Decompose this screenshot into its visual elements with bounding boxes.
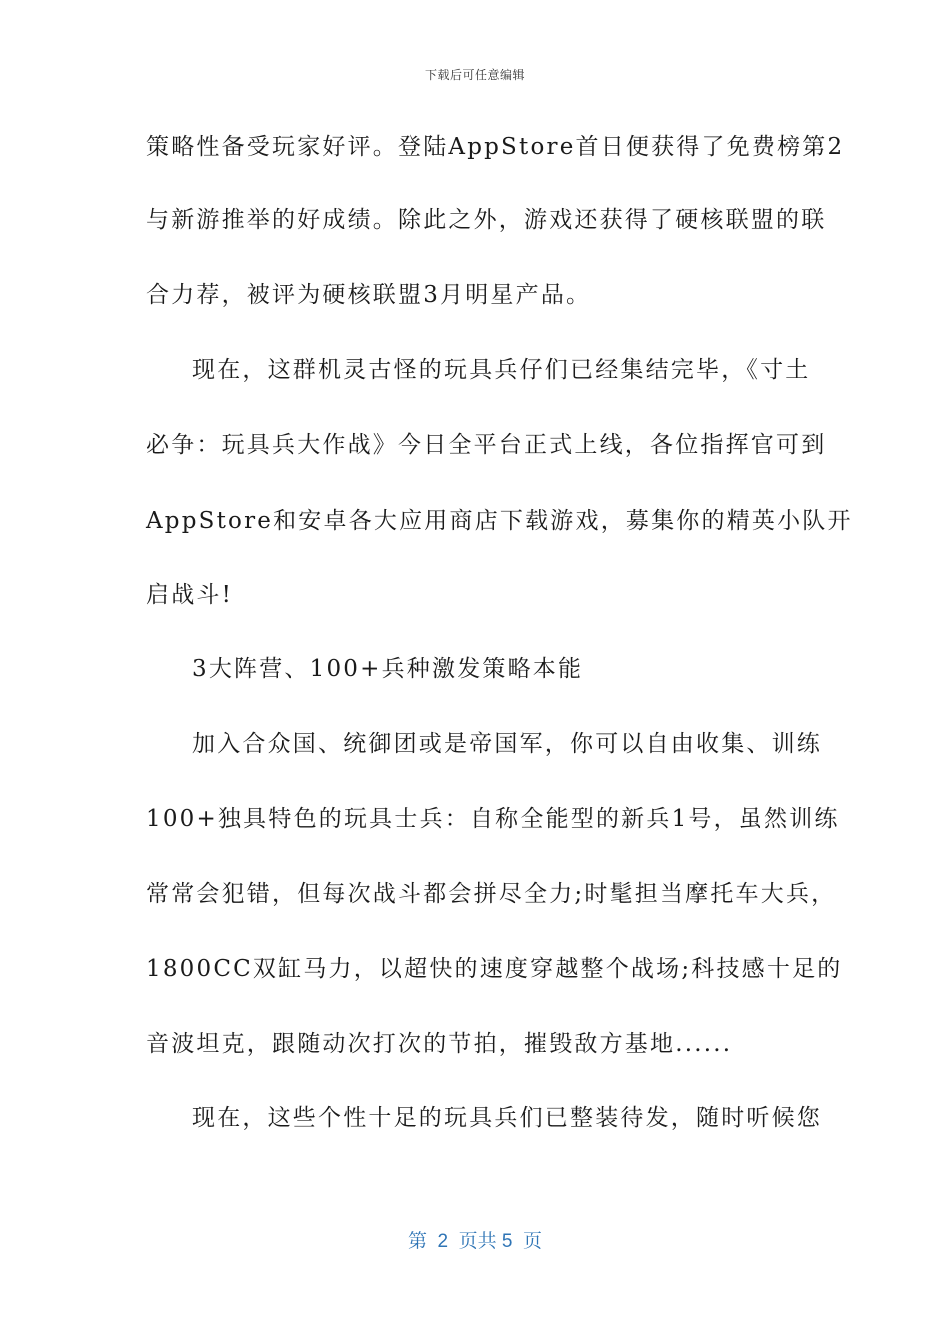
text-line: 必争：玩具兵大作战》今日全平台正式上线，各位指挥官可到	[146, 432, 827, 458]
text-line: 启战斗!	[146, 582, 234, 608]
text-line: 100+独具特色的玩具士兵：自称全能型的新兵1号，虽然训练	[146, 806, 840, 832]
page-number-footer: 第 2 页共 5 页	[407, 1231, 543, 1252]
paragraph-first-line: 现在，这群机灵古怪的玩具兵仔们已经集结完毕，《寸土	[192, 357, 811, 383]
paragraph-first-line: 加入合众国、统御团或是帝国军，你可以自由收集、训练	[192, 731, 822, 757]
section-subheading: 3大阵营、100+兵种激发策略本能	[192, 656, 584, 682]
text-line: 常常会犯错，但每次战斗都会拼尽全力;时髦担当摩托车大兵，	[146, 881, 837, 907]
text-line: 音波坦克，跟随动次打次的节拍，摧毁敌方基地......	[146, 1031, 733, 1057]
page-header: 下载后可任意编辑	[424, 68, 525, 82]
paragraph-first-line: 现在，这些个性十足的玩具兵们已整装待发，随时听候您	[192, 1105, 822, 1131]
text-line: 合力荐，被评为硬核联盟3月明星产品。	[146, 282, 592, 308]
text-line: 策略性备受玩家好评。登陆AppStore首日便获得了免费榜第2	[146, 134, 845, 160]
text-line: 1800CC双缸马力，以超快的速度穿越整个战场;科技感十足的	[146, 956, 843, 982]
text-line: 与新游推举的好成绩。除此之外，游戏还获得了硬核联盟的联	[146, 207, 827, 233]
text-line: AppStore和安卓各大应用商店下载游戏，募集你的精英小队开	[146, 508, 853, 534]
